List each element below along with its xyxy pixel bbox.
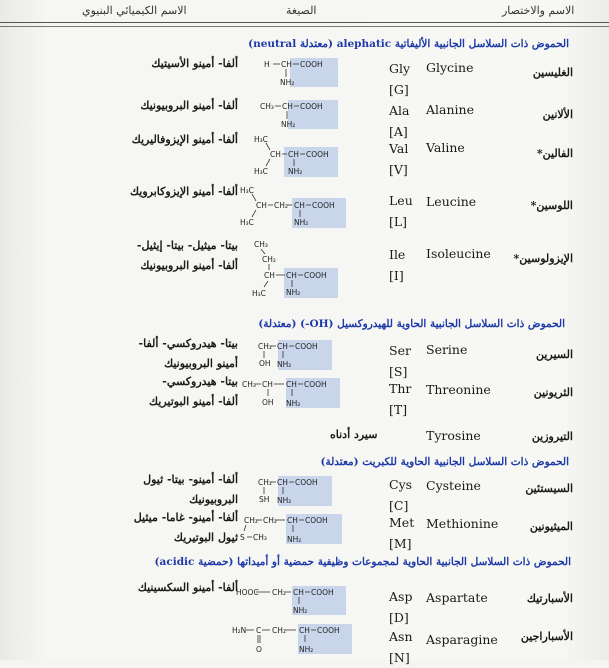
svg-text:CH: CH — [282, 102, 293, 111]
iupac-name: بيتا- هيدروكسي- ألفا- أمينو البوتيريك — [148, 375, 238, 408]
svg-text:CH₂: CH₂ — [244, 516, 258, 525]
svg-text:H₃C: H₃C — [252, 289, 266, 298]
see-below-note: سيرد أدناه — [330, 428, 378, 441]
svg-text:COOH: COOH — [300, 60, 323, 69]
arabic-name: التيروزين — [531, 430, 573, 443]
svg-text:CH₃: CH₃ — [260, 102, 274, 111]
iupac-name: ألفا- أمينو- غاما- ميثيل ثيول البوتيريك — [133, 511, 238, 544]
arabic-name: الثريونين — [533, 386, 573, 399]
column-header-formula: الصيغة — [286, 4, 317, 17]
iupac-name: ألفا- أمينو الإيزوفاليريك — [131, 133, 238, 146]
svg-text:NH₂: NH₂ — [299, 645, 314, 654]
svg-text:NH₂: NH₂ — [277, 496, 292, 505]
structural-formula — [262, 58, 362, 88]
english-name: Aspartate — [426, 590, 488, 605]
iupac-name: ألفا- أمينو البروبيونيك — [140, 99, 238, 112]
arabic-name: السيستئين — [525, 482, 573, 495]
arabic-name: الإيزولوسين* — [513, 252, 573, 265]
abbreviation: Met [M] — [389, 515, 415, 551]
svg-text:H₃C: H₃C — [240, 218, 254, 227]
structural-formula — [232, 624, 357, 660]
svg-text:CH: CH — [294, 201, 305, 210]
abbreviation: Val [V] — [389, 141, 409, 177]
english-name: Cysteine — [426, 478, 481, 493]
svg-text:CH₂: CH₂ — [274, 201, 288, 210]
svg-text:COOH: COOH — [317, 626, 340, 635]
iupac-name: ألفا- أمينو الأسيتيك — [151, 57, 238, 70]
svg-text:CH₂: CH₂ — [263, 516, 277, 525]
abbreviation: Leu [L] — [389, 193, 413, 229]
abbreviation: Ile [I] — [389, 247, 406, 283]
section-hydroxyl-heading: الحموض ذات السلاسل الجانبية الحاوية للهيدروكسيل (OH-) (معتدلة) — [258, 318, 565, 330]
svg-text:OH: OH — [259, 359, 271, 368]
svg-text:CH₃: CH₃ — [253, 533, 267, 542]
svg-text:NH₂: NH₂ — [281, 120, 296, 129]
iupac-name: ألفا- أمينو السكسينيك — [137, 581, 238, 594]
svg-text:COOH: COOH — [295, 478, 318, 487]
svg-text:CH: CH — [281, 60, 292, 69]
svg-text:NH₂: NH₂ — [286, 399, 301, 408]
abbreviation: Thr [T] — [389, 381, 412, 417]
svg-text:H₃C: H₃C — [254, 135, 268, 144]
svg-text:COOH: COOH — [312, 201, 335, 210]
english-name: Alanine — [426, 102, 474, 117]
svg-text:HOOC: HOOC — [236, 588, 259, 597]
svg-text:CH: CH — [287, 516, 298, 525]
svg-text:CH₃: CH₃ — [242, 380, 256, 389]
svg-text:C: C — [256, 626, 262, 635]
section-sulfur-heading: الحموض ذات السلاسل الجانبية الحاوية للكبريت (معتدلة) — [320, 456, 569, 468]
english-name: Leucine — [426, 194, 477, 209]
svg-text:COOH: COOH — [295, 342, 318, 351]
iupac-name: بيتا- هيدروكسي- ألفا- أمينو البروبيونيك — [138, 337, 238, 370]
svg-text:CH₂: CH₂ — [272, 626, 286, 635]
svg-text:CH₃: CH₃ — [254, 240, 268, 249]
iupac-name: ألفا- أمينو الإيزوكابرويك — [130, 185, 238, 198]
svg-text:H₂N: H₂N — [232, 626, 247, 635]
structural-formula — [236, 586, 356, 618]
svg-text:CH: CH — [262, 380, 273, 389]
english-name: Tyrosine — [426, 428, 481, 443]
iupac-name: ألفا- أمينو- بيتا- ثيول البروبيونيك — [143, 473, 238, 506]
svg-text:CH: CH — [299, 626, 310, 635]
abbreviation: Asn [N] — [389, 629, 413, 665]
arabic-name: الميثيونين — [529, 520, 573, 533]
svg-text:NH₂: NH₂ — [277, 360, 292, 369]
svg-text:O: O — [256, 645, 262, 654]
svg-text:CH₂: CH₂ — [258, 478, 272, 487]
svg-text:CH: CH — [277, 478, 288, 487]
svg-text:NH₂: NH₂ — [280, 78, 295, 87]
header-rule — [0, 22, 609, 23]
arabic-name: الغليسين — [532, 66, 573, 79]
svg-text:H₃C: H₃C — [254, 167, 268, 176]
svg-text:COOH: COOH — [311, 588, 334, 597]
arabic-name: السيرين — [535, 348, 573, 361]
svg-text:CH: CH — [286, 380, 297, 389]
abbreviation: Cys [C] — [389, 477, 413, 513]
svg-text:CH₂: CH₂ — [258, 342, 272, 351]
svg-text:CH: CH — [270, 150, 281, 159]
abbreviation: Gly [G] — [389, 61, 411, 97]
english-name: Glycine — [426, 60, 474, 75]
structural-formula — [256, 476, 356, 508]
svg-text:H₃C: H₃C — [240, 186, 254, 195]
arabic-name: الأسباراجين — [520, 630, 573, 643]
structural-formula — [258, 100, 358, 130]
arabic-name: الألانين — [542, 108, 573, 121]
svg-text:NH₂: NH₂ — [294, 218, 309, 227]
svg-text:SH: SH — [259, 495, 270, 504]
svg-text:NH₂: NH₂ — [287, 535, 302, 544]
structural-formula — [256, 340, 356, 372]
english-name: Serine — [426, 342, 468, 357]
section-aliphatic-heading: الحموض ذات السلاسل الجانبية الأليفاتية alephatic (معتدلة neutral) — [248, 38, 569, 50]
english-name: Isoleucine — [426, 246, 491, 261]
svg-text:CH: CH — [264, 271, 275, 280]
english-name: Threonine — [426, 382, 491, 397]
svg-text:OH: OH — [262, 398, 274, 407]
svg-text:CH: CH — [256, 201, 267, 210]
svg-text:COOH: COOH — [306, 150, 329, 159]
svg-text:CH: CH — [288, 150, 299, 159]
structural-formula — [254, 133, 354, 179]
abbreviation: Ala [A] — [389, 103, 410, 139]
svg-text:NH₂: NH₂ — [288, 167, 303, 176]
english-name: Asparagine — [426, 632, 498, 647]
section-acidic-heading: الحموض ذات السلاسل الجانبية الحاوية لمجموعات وظيفية حمضية أو أميداتها (حمضية acidic) — [154, 556, 571, 568]
svg-text:COOH: COOH — [305, 516, 328, 525]
svg-text:H: H — [264, 60, 270, 69]
english-name: Methionine — [426, 516, 499, 531]
column-header-iupac: الاسم الكيميائي البنيوي — [82, 4, 187, 17]
svg-text:CH: CH — [293, 588, 304, 597]
structural-formula — [240, 184, 360, 230]
structural-formula — [240, 378, 350, 412]
structural-formula — [240, 514, 350, 548]
svg-text:CH₂: CH₂ — [272, 588, 286, 597]
iupac-name: بيتا- ميثيل- بيتا- إيثيل- ألفا- أمينو البروبيونيك — [136, 239, 238, 272]
svg-text:S: S — [240, 533, 245, 542]
arabic-name: الفالين* — [536, 147, 573, 160]
structural-formula — [252, 238, 352, 302]
svg-text:CH: CH — [286, 271, 297, 280]
svg-text:NH₂: NH₂ — [293, 606, 308, 615]
svg-text:COOH: COOH — [304, 271, 327, 280]
abbreviation: Ser [S] — [389, 343, 411, 379]
svg-text:COOH: COOH — [300, 102, 323, 111]
svg-text:NH₂: NH₂ — [286, 288, 301, 297]
abbreviation: Asp [D] — [389, 589, 413, 625]
arabic-name: الأسبارتيك — [526, 592, 573, 605]
column-header-name: الاسم والاختصار — [502, 4, 575, 17]
svg-text:CH: CH — [277, 342, 288, 351]
svg-text:CH₂: CH₂ — [262, 255, 276, 264]
english-name: Valine — [426, 140, 465, 155]
svg-text:COOH: COOH — [304, 380, 327, 389]
header-rule-thin — [0, 26, 609, 27]
arabic-name: اللوسين* — [530, 199, 573, 212]
